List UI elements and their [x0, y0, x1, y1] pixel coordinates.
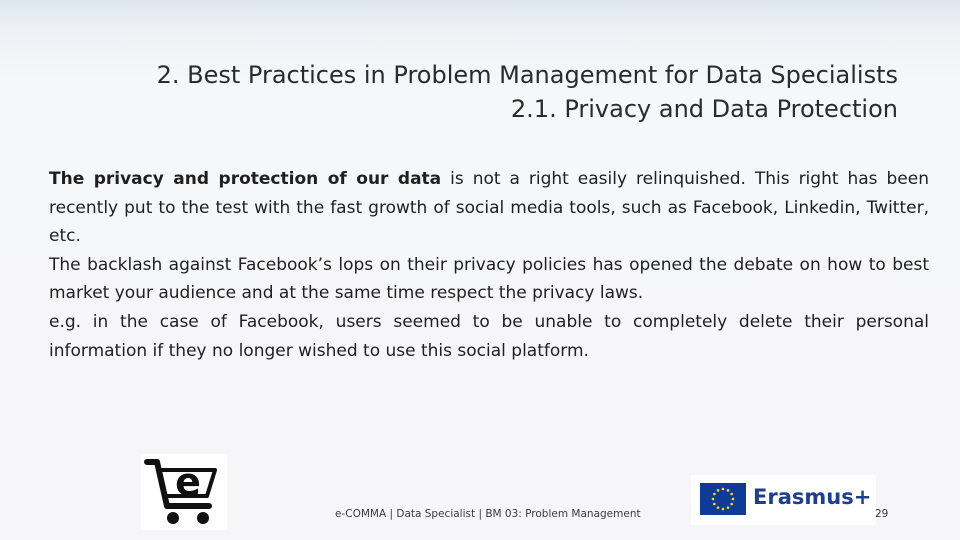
eu-star: [717, 506, 720, 509]
eu-star: [713, 503, 716, 506]
eu-flag-icon: [700, 483, 746, 515]
paragraph-1: [49, 165, 929, 251]
eu-star: [730, 493, 733, 496]
slide-body: [49, 165, 929, 365]
eu-star: [727, 489, 730, 492]
eu-star: [713, 493, 716, 496]
paragraph-1-rest: is not a right easily relinquished. This right has been recently put to the test with the fast growth of social media tools, such as Facebook, Linkedin, Twitter, etc.: [49, 169, 929, 247]
slide-title: [78, 58, 898, 126]
eu-star: [722, 508, 725, 511]
eu-star: [712, 498, 715, 501]
eu-star: [732, 498, 735, 501]
title-line-2: 2.1. Privacy and Data Protection: [510, 95, 898, 123]
footer-text: e-COMMA | Data Specialist | BM 03: Problem Management: [335, 508, 641, 520]
page-number: 29: [875, 508, 889, 520]
eu-star: [730, 503, 733, 506]
erasmus-label: Erasmus+: [753, 485, 872, 509]
ecomma-logo: [141, 454, 227, 530]
paragraph-2: The backlash against Facebook’s lops on their privacy policies has opened the debate on how to best market your audience and at the same time respect the privacy laws.: [49, 254, 929, 304]
title-line-1: 2. Best Practices in Problem Management for Data Specialists: [156, 61, 898, 89]
shopping-cart-icon: [141, 454, 227, 530]
erasmus-logo: [691, 475, 876, 525]
eu-star: [717, 489, 720, 492]
eu-star: [722, 488, 725, 491]
paragraph-1-bold: The privacy and protection of our data: [49, 169, 442, 189]
logo-letter: e: [175, 460, 201, 504]
eu-star: [727, 506, 730, 509]
paragraph-3: e.g. in the case of Facebook, users seemed to be unable to completely delete their personal information if they no longer wished to use this social platform.: [49, 311, 929, 361]
